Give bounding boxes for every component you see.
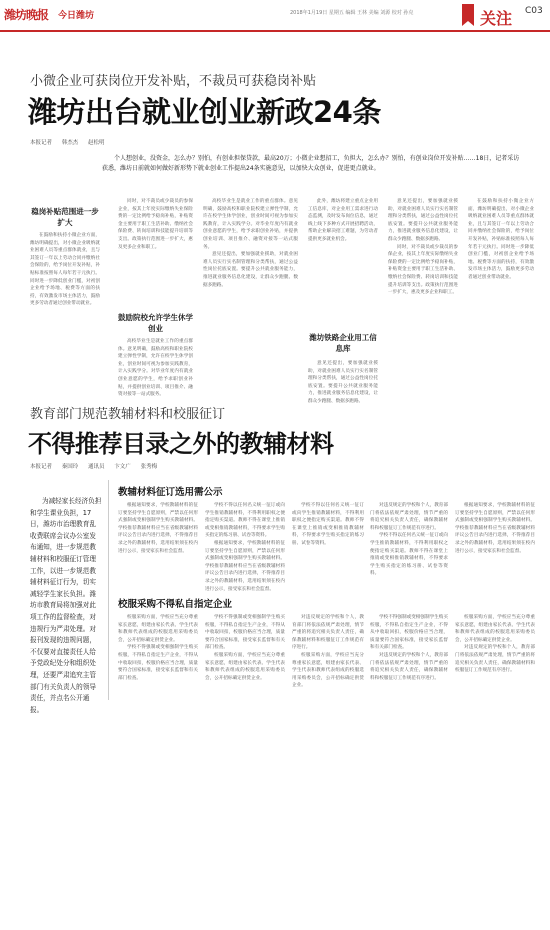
paragraph: 校服采购方面，学校应当充分尊重家长意愿，组建由家长代表、学生代表和教师代表组成的校服选用采购委员会，公开招标确定供货企业。: [455, 615, 535, 643]
article1-lead: 个人想创业，没资金，怎么办？别怕，有创业担保贷款，最高20万；小微企业想招工，负担大，怎么办？别怕，有创业岗位开发补贴……18日，记者采访获悉，潍坊日前就如何做好新形势下就业创业工作提出24条实施意见，以加快大众创业，促进更点就业。: [102, 155, 520, 172]
article1-column-1: [30, 232, 100, 380]
paragraph: 校服采购方面，学校应当充分尊重家长意愿，组建由家长代表、学生代表和教师代表组成的校服选用采购委员会，公开招标确定供货企业。: [118, 615, 198, 643]
paragraph: 同时，对不裁员或少裁员的参保企业，按其上年度实际缴纳失业保险费的一定比例给予稳岗补贴，补贴资金主要用于职工生活补助、缴纳社会保险费、转岗培训和技能提升培训等支出。政策执行范围进一步扩大，惠及更多企业和职工。: [388, 244, 458, 296]
paragraph: 高校毕业生是就业工作的重点群体。意见明确，鼓励高校和职业院校建立弹性学制，允许在校学生休学创业，创业时间可视为参加实践教育，计入实践学分。对毕业年度内有就业创业意愿的学生，给予求职创业补贴，并提供创业培训、项目推介、融资对接等一站式服务。: [203, 199, 298, 250]
paragraph: 对违反规定的学校和个人，教育部门将依法依规严肃处理，情节严重的将追究相关负责人责任，确保教辅材料和校服征订工作规范有序进行。: [370, 503, 448, 531]
paragraph: 根据通知要求，学校教辅材料的征订要坚持学生自愿原则，严禁以任何形式强制或变相强制学生购买教辅材料。学校推荐教辅材料应当在省级教辅材料评议公告目录内进行选择，不得推荐目录之外的教辅材料，选用结果须在校内进行公示，接受家长和社会监督。: [118, 503, 198, 554]
article2-column-3: [292, 502, 364, 586]
paragraph: 在鼓励和扶持小微企业方面，潍坊明确提出，对小微企业吸纳就业困难人员等重点群体就业，且与其签订一年以上劳动合同并缴纳社会保险的，给予岗位开发补贴，补贴标准按照每人每年若干元执行。同时进一步降低创业门槛，对初创企业给予场地、税费等方面的扶持，有效激发市场主体活力，鼓励更多劳动者通过创业带动就业。: [468, 199, 534, 280]
article1-column-4: [308, 198, 378, 326]
article2-column-5: [455, 502, 535, 586]
flag-icon: [462, 4, 474, 21]
article2-headline: 不得推荐目录之外的教辅材料: [28, 430, 334, 458]
issue-meta: 2018年1月19日 星期五 编辑 王林 美编 刘源 校对 孙克: [290, 10, 414, 16]
article2-subhead-1: 教辅材料征订选用需公示: [118, 487, 223, 498]
article2-column-6: [118, 614, 198, 704]
article1-kicker: 小微企业可获岗位开发补贴，不裁员可获稳岗补贴: [30, 74, 317, 89]
paragraph: 对违反规定的学校和个人，教育部门将依法依规严肃处理，情节严重的将追究相关负责人责任，确保教辅材料和校服征订工作规范有序进行。: [370, 652, 448, 681]
paragraph: 此外，潍坊将建立重点企业用工信息库，对企业用工需求进行动态监测，及时发布岗位信息，通过线上线下多种方式开展招聘活动，帮助企业解决招工难题，为劳动者提供更多就业机会。: [308, 199, 378, 242]
paragraph: 对违反规定的学校和个人，教育部门将依法依规严肃处理，情节严重的将追究相关负责人责任，确保教辅材料和校服征订工作规范有序进行。: [455, 645, 535, 674]
paragraph: 学校不得强制或变相强制学生购买校服，不得私自指定生产企业，不得从中收取回扣，校服价格应当合理，质量要符合国家标准，接受家长监督和有关部门检查。: [370, 615, 448, 651]
paragraph: 在鼓励和扶持小微企业方面，潍坊明确提出，对小微企业吸纳就业困难人员等重点群体就业，且与其签订一年以上劳动合同并缴纳社会保险的，给予岗位开发补贴，补贴标准按照每人每年若干元执行。同时进一步降低创业门槛，对初创企业给予场地、税费等方面的扶持，有效激发市场主体活力，鼓励更多劳动者通过创业带动就业。: [30, 233, 100, 307]
paragraph: 对违反规定的学校和个人，教育部门将依法依规严肃处理，情节严重的将追究相关负责人责任，确保教辅材料和校服征订工作规范有序进行。: [292, 615, 364, 651]
paragraph: 学校不得以任何名义统一征订或向学生推销教辅材料，不得利用职权之便指定购买渠道。教师不得在课堂上推销或变相推销教辅材料，不得要求学生购买指定的练习册、试卷等资料。: [292, 503, 364, 546]
paragraph: 意见还提出，要加强就业援助，对就业困难人员实行实名制管理和分类帮扶，通过公益性岗位托底安置。要提升公共就业服务能力，推进就业服务信息化建设，让群众少跑腿、数据多跑路。: [388, 199, 458, 242]
paragraph: 学校不得强制或变相强制学生购买校服，不得私自指定生产企业，不得从中收取回扣，校服价格应当合理，质量要符合国家标准，接受家长监督和有关部门检查。: [205, 615, 285, 651]
top-rule: [0, 30, 550, 32]
page-number: C03: [525, 6, 543, 16]
article1-subhead-3: 潍坊铁路企业用工信息库: [309, 333, 377, 353]
byline-role: 本报记者: [30, 140, 53, 146]
paragraph: 学校不得以任何名义统一征订或向学生推销教辅材料，不得利用职权之便指定购买渠道。教师不得在课堂上推销或变相推销教辅材料，不得要求学生购买指定的练习册、试卷等资料。: [205, 503, 285, 539]
article2-column-9: [370, 614, 448, 704]
article1-column-2: [118, 198, 193, 308]
masthead: [0, 0, 550, 30]
paragraph: 校服采购方面，学校应当充分尊重家长意愿，组建由家长代表、学生代表和教师代表组成的校服选用采购委员会，公开招标确定供货企业。: [205, 652, 285, 681]
paragraph: 意见还提出，要加强就业援助，对就业困难人员实行实名制管理和分类帮扶，通过公益性岗位托底安置。要提升公共就业服务能力，推进就业服务信息化建设，让群众少跑腿、数据多跑路。: [203, 252, 298, 288]
byline-name: 张秀梅: [140, 464, 158, 470]
newspaper-logo: 潍坊晚报: [4, 8, 49, 22]
column-divider: [108, 480, 109, 700]
paragraph: 校服采购方面，学校应当充分尊重家长意愿，组建由家长代表、学生代表和教师代表组成的校服选用采购委员会，公开招标确定供货企业。: [292, 652, 364, 689]
article1-headline: 潍坊出台就业创业新政24条: [28, 95, 381, 129]
article1-column-6: [468, 198, 534, 380]
article2-summary: 为减轻家长经济负担和学生课业负担，17日，潍坊市治理教育乱收费联席会议办公室发布通知，进一步规范教辅材料和校服征订管理工作，以进一步规范教辅材料征订行为，切实减轻学生家长负担。潍坊市教育局将加强对此项工作的监督检查，对违规行为严肃处理。对报刊发现的违规问题，不仅要对直接责任人给予党政纪处分和组织处理，还要严肃追究主管部门有关负责人的领导责任，并点名公开通报。: [30, 497, 102, 714]
article2-column-2: [205, 502, 285, 592]
section-name: 今日潍坊: [58, 11, 95, 21]
byline-name: 赵松明: [88, 140, 105, 146]
byline-name: 卞文广: [114, 464, 131, 470]
byline-name: 秦国玲: [61, 464, 79, 470]
article2-subhead-2: 校服采购不得私自指定企业: [118, 599, 233, 610]
paragraph: 学校不得强制或变相强制学生购买校服，不得私自指定生产企业，不得从中收取回扣，校服价格应当合理，质量要符合国家标准，接受家长监督和有关部门检查。: [118, 645, 198, 681]
paragraph: 学校不得以任何名义统一征订或向学生推销教辅材料，不得利用职权之便指定购买渠道。教师不得在课堂上推销或变相推销教辅材料，不得要求学生购买指定的练习册、试卷等资料。: [370, 533, 448, 577]
article2-column-7: [205, 614, 285, 704]
article1-column-2b: [118, 338, 193, 398]
paragraph: 根据通知要求，学校教辅材料的征订要坚持学生自愿原则，严禁以任何形式强制或变相强制学生购买教辅材料。学校推荐教辅材料应当在省级教辅材料评议公告目录内进行选择，不得推荐目录之外的教辅材料，选用结果须在校内进行公示，接受家长和社会监督。: [205, 540, 285, 592]
paragraph: 同时，对不裁员或少裁员的参保企业，按其上年度实际缴纳失业保险费的一定比例给予稳岗补贴，补贴资金主要用于职工生活补助、缴纳社会保险费、转岗培训和技能提升培训等支出。政策执行范围进一步扩大，惠及更多企业和职工。: [118, 199, 193, 250]
article1-column-4b: [308, 360, 378, 404]
byline-role: 通讯员: [88, 464, 105, 470]
article1-column-3: [203, 198, 298, 380]
byline-role: 本报记者: [30, 464, 53, 470]
article2-byline: [30, 462, 165, 470]
article2-column-8: [292, 614, 364, 704]
article1-column-5: [388, 198, 458, 380]
article1-subhead-2: 鼓励院校允许学生休学创业: [118, 313, 193, 333]
paragraph: 根据通知要求，学校教辅材料的征订要坚持学生自愿原则，严禁以任何形式强制或变相强制学生购买教辅材料。学校推荐教辅材料应当在省级教辅材料评议公告目录内进行选择，不得推荐目录之外的教辅材料，选用结果须在校内进行公示，接受家长和社会监督。: [455, 503, 535, 554]
article2-column-10: [455, 614, 535, 704]
article1-subhead-1: 稳岗补贴范围进一步扩大: [31, 207, 99, 227]
paragraph: 意见还提出，要加强就业援助，对就业困难人员实行实名制管理和分类帮扶，通过公益性岗位托底安置。要提升公共就业服务能力，推进就业服务信息化建设，让群众少跑腿、数据多跑路。: [308, 361, 378, 404]
article2-kicker: 教育部门规范教辅材料和校服征订: [30, 407, 226, 422]
section-title: 关注: [480, 9, 513, 28]
article2-column-4: [370, 502, 448, 586]
byline-name: 韩杰杰: [61, 140, 79, 146]
article2-column-1: [118, 502, 198, 586]
article1-byline: [30, 138, 113, 146]
paragraph: 高校毕业生是就业工作的重点群体。意见明确，鼓励高校和职业院校建立弹性学制，允许在校学生休学创业，创业时间可视为参加实践教育，计入实践学分。对毕业年度内有就业创业意愿的学生，给予求职创业补贴，并提供创业培训、项目推介、融资对接等一站式服务。: [118, 339, 193, 398]
